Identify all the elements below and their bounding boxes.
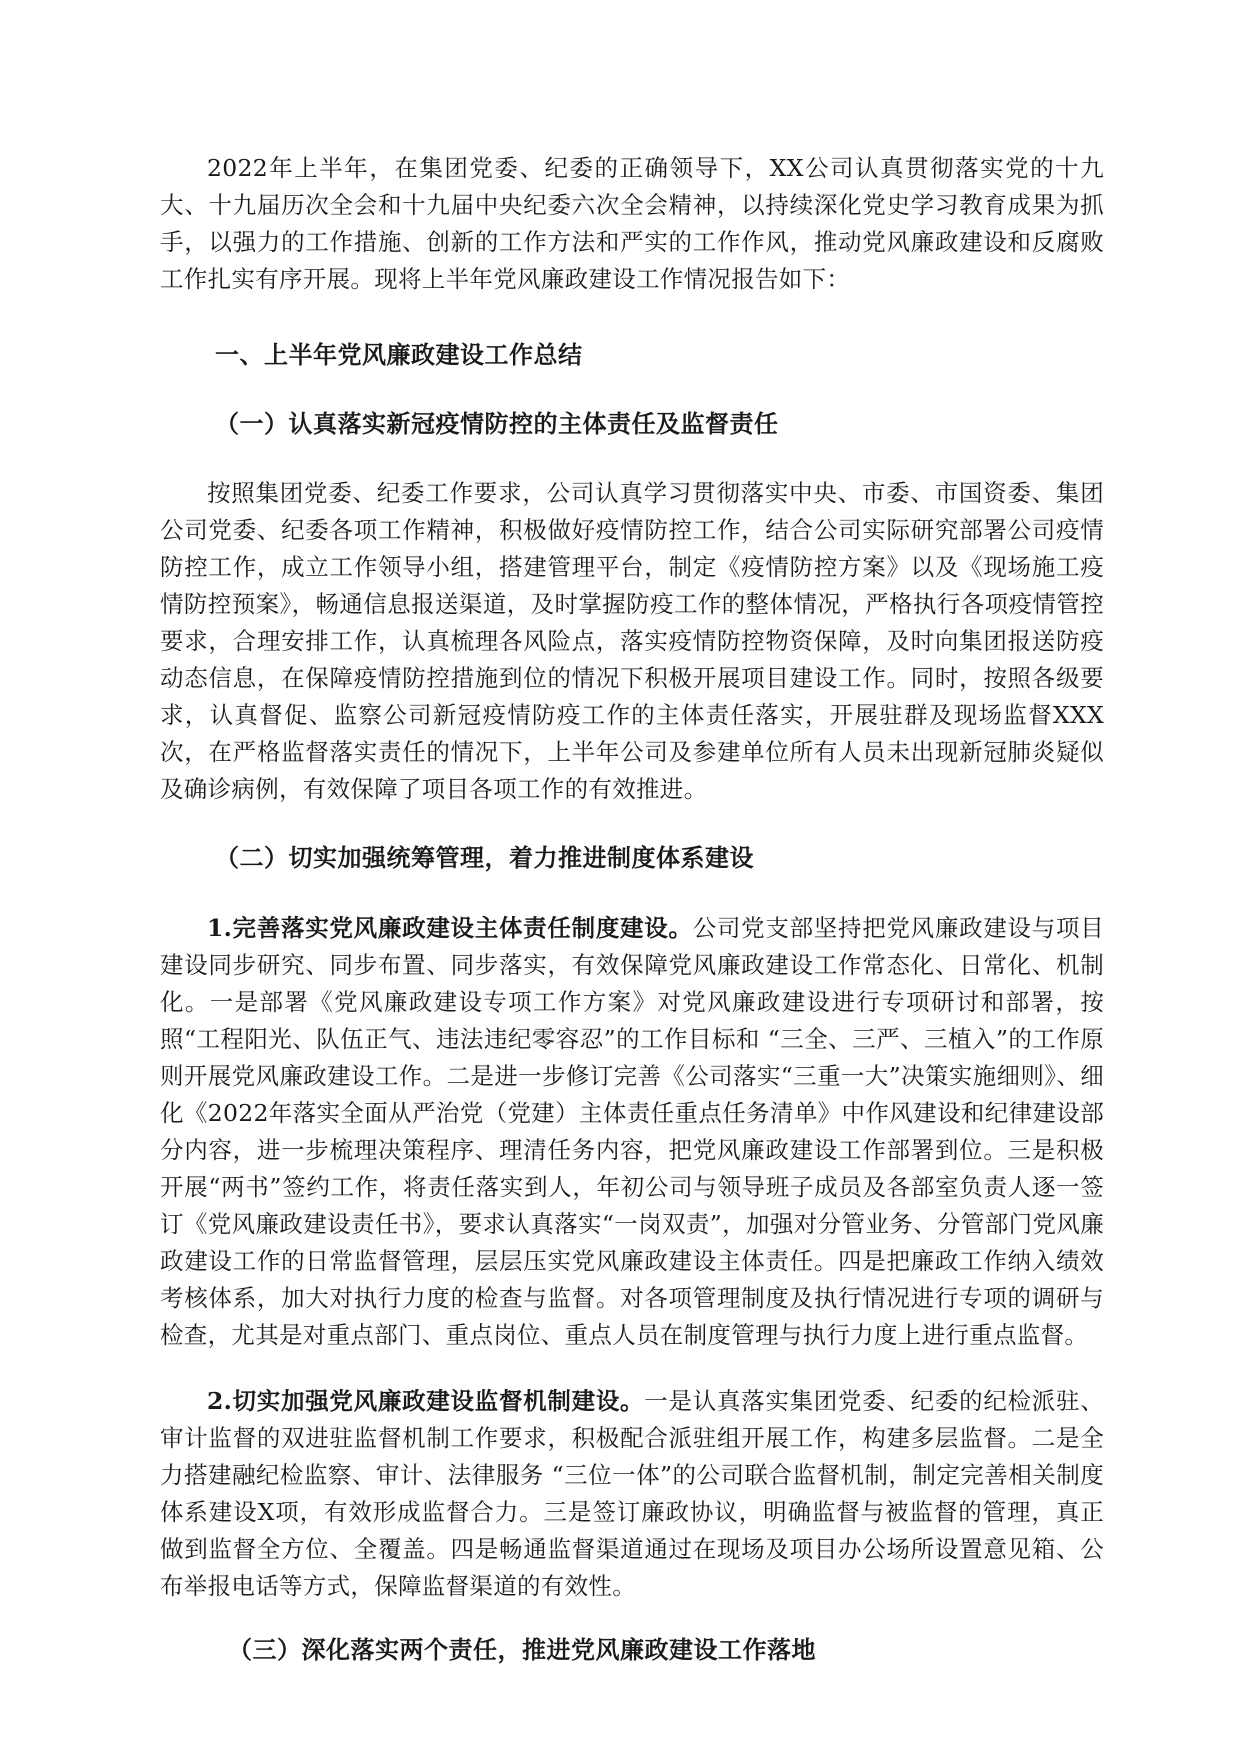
item-1-paragraph <box>160 910 1104 1354</box>
section-1-heading: 一、上半年党风廉政建设工作总结 <box>215 340 583 369</box>
subsection-2-heading: （二）切实加强统筹管理，着力推进制度体系建设 <box>215 843 754 872</box>
subsection-1-heading: （一）认真落实新冠疫情防控的主体责任及监督责任 <box>215 409 779 438</box>
item-1-lead: 1.完善落实党风廉政建设主体责任制度建设。 <box>207 914 693 942</box>
intro-paragraph: 2022年上半年，在集团党委、纪委的正确领导下，XX公司认真贯彻落实党的十九大、十九届历次全会和十九届中央纪委六次全会精神，以持续深化党史学习教育成果为抓手，以强力的工作措施、创新的工作方法和严实的工作作风，推动党风廉政建设和反腐败工作扎实有序开展。现将上半年党风廉政建设工作情况报告如下： <box>160 154 1104 293</box>
item-2-text: 一是认真落实集团党委、纪委的纪检派驻、审计监督的双进驻监督机制工作要求，积极配合派驻组开展工作，构建多层监督。二是全力搭建融纪检监察、审计、法律服务 “三位一体”的公司联合监督机制，制定完善相关制度体系建设X项，有效形成监督合力。三是签订廉政协议，明确监督与被监督的管理，真正做到监督全方位、全覆盖。四是畅通监督渠道通过在现场及项目办公场所设置意见箱、公布举报电话等方式，保障监督渠道的有效性。 <box>160 1387 1104 1600</box>
item-1-text: 公司党支部坚持把党风廉政建设与项目建设同步研究、同步布置、同步落实，有效保障党风廉政建设工作常态化、日常化、机制化。一是部署《党风廉政建设专项工作方案》对党风廉政建设进行专项研讨和部署，按照“工程阳光、队伍正气、违法违纪零容忍”的工作目标和 “三全、三严、三植入”的工作原则开展党风廉政建设工作。二是进一步修订完善《公司落实“三重一大”决策实施细则》、细化《2022年落实全面从严治党（党建）主体责任重点任务清单》中作风建设和纪律建设部分内容，进一步梳理决策程序、理清任务内容，把党风廉政建设工作部署到位。三是积极开展“两书”签约工作，将责任落实到人，年初公司与领导班子成员及各部室负责人逐一签订《党风廉政建设责任书》，要求认真落实“一岗双责”，加强对分管业务、分管部门党风廉政建设工作的日常监督管理，层层压实党风廉政建设主体责任。四是把廉政工作纳入绩效考核体系，加大对执行力度的检查与监督。对各项管理制度及执行情况进行专项的调研与检查，尤其是对重点部门、重点岗位、重点人员在制度管理与执行力度上进行重点监督。 <box>160 914 1104 1349</box>
subsection-1-paragraph: 按照集团党委、纪委工作要求，公司认真学习贯彻落实中央、市委、市国资委、集团公司党委、纪委各项工作精神，积极做好疫情防控工作，结合公司实际研究部署公司疫情防控工作，成立工作领导小组，搭建管理平台，制定《疫情防控方案》以及《现场施工疫情防控预案》，畅通信息报送渠道，及时掌握防疫工作的整体情况，严格执行各项疫情管控要求，合理安排工作，认真梳理各风险点，落实疫情防控物资保障，及时向集团报送防疫动态信息，在保障疫情防控措施到位的情况下积极开展项目建设工作。同时，按照各级要求，认真督促、监察公司新冠疫情防疫工作的主体责任落实，开展驻群及现场监督XXX次，在严格监督落实责任的情况下，上半年公司及参建单位所有人员未出现新冠肺炎疑似及确诊病例，有效保障了项目各项工作的有效推进。 <box>160 479 1104 803</box>
document-page <box>160 150 1104 1668</box>
item-2-paragraph <box>160 1383 1104 1605</box>
item-2-lead: 2.切实加强党风廉政建设监督机制建设。 <box>207 1387 645 1415</box>
subsection-3-heading: （三）深化落实两个责任，推进党风廉政建设工作落地 <box>228 1635 816 1664</box>
